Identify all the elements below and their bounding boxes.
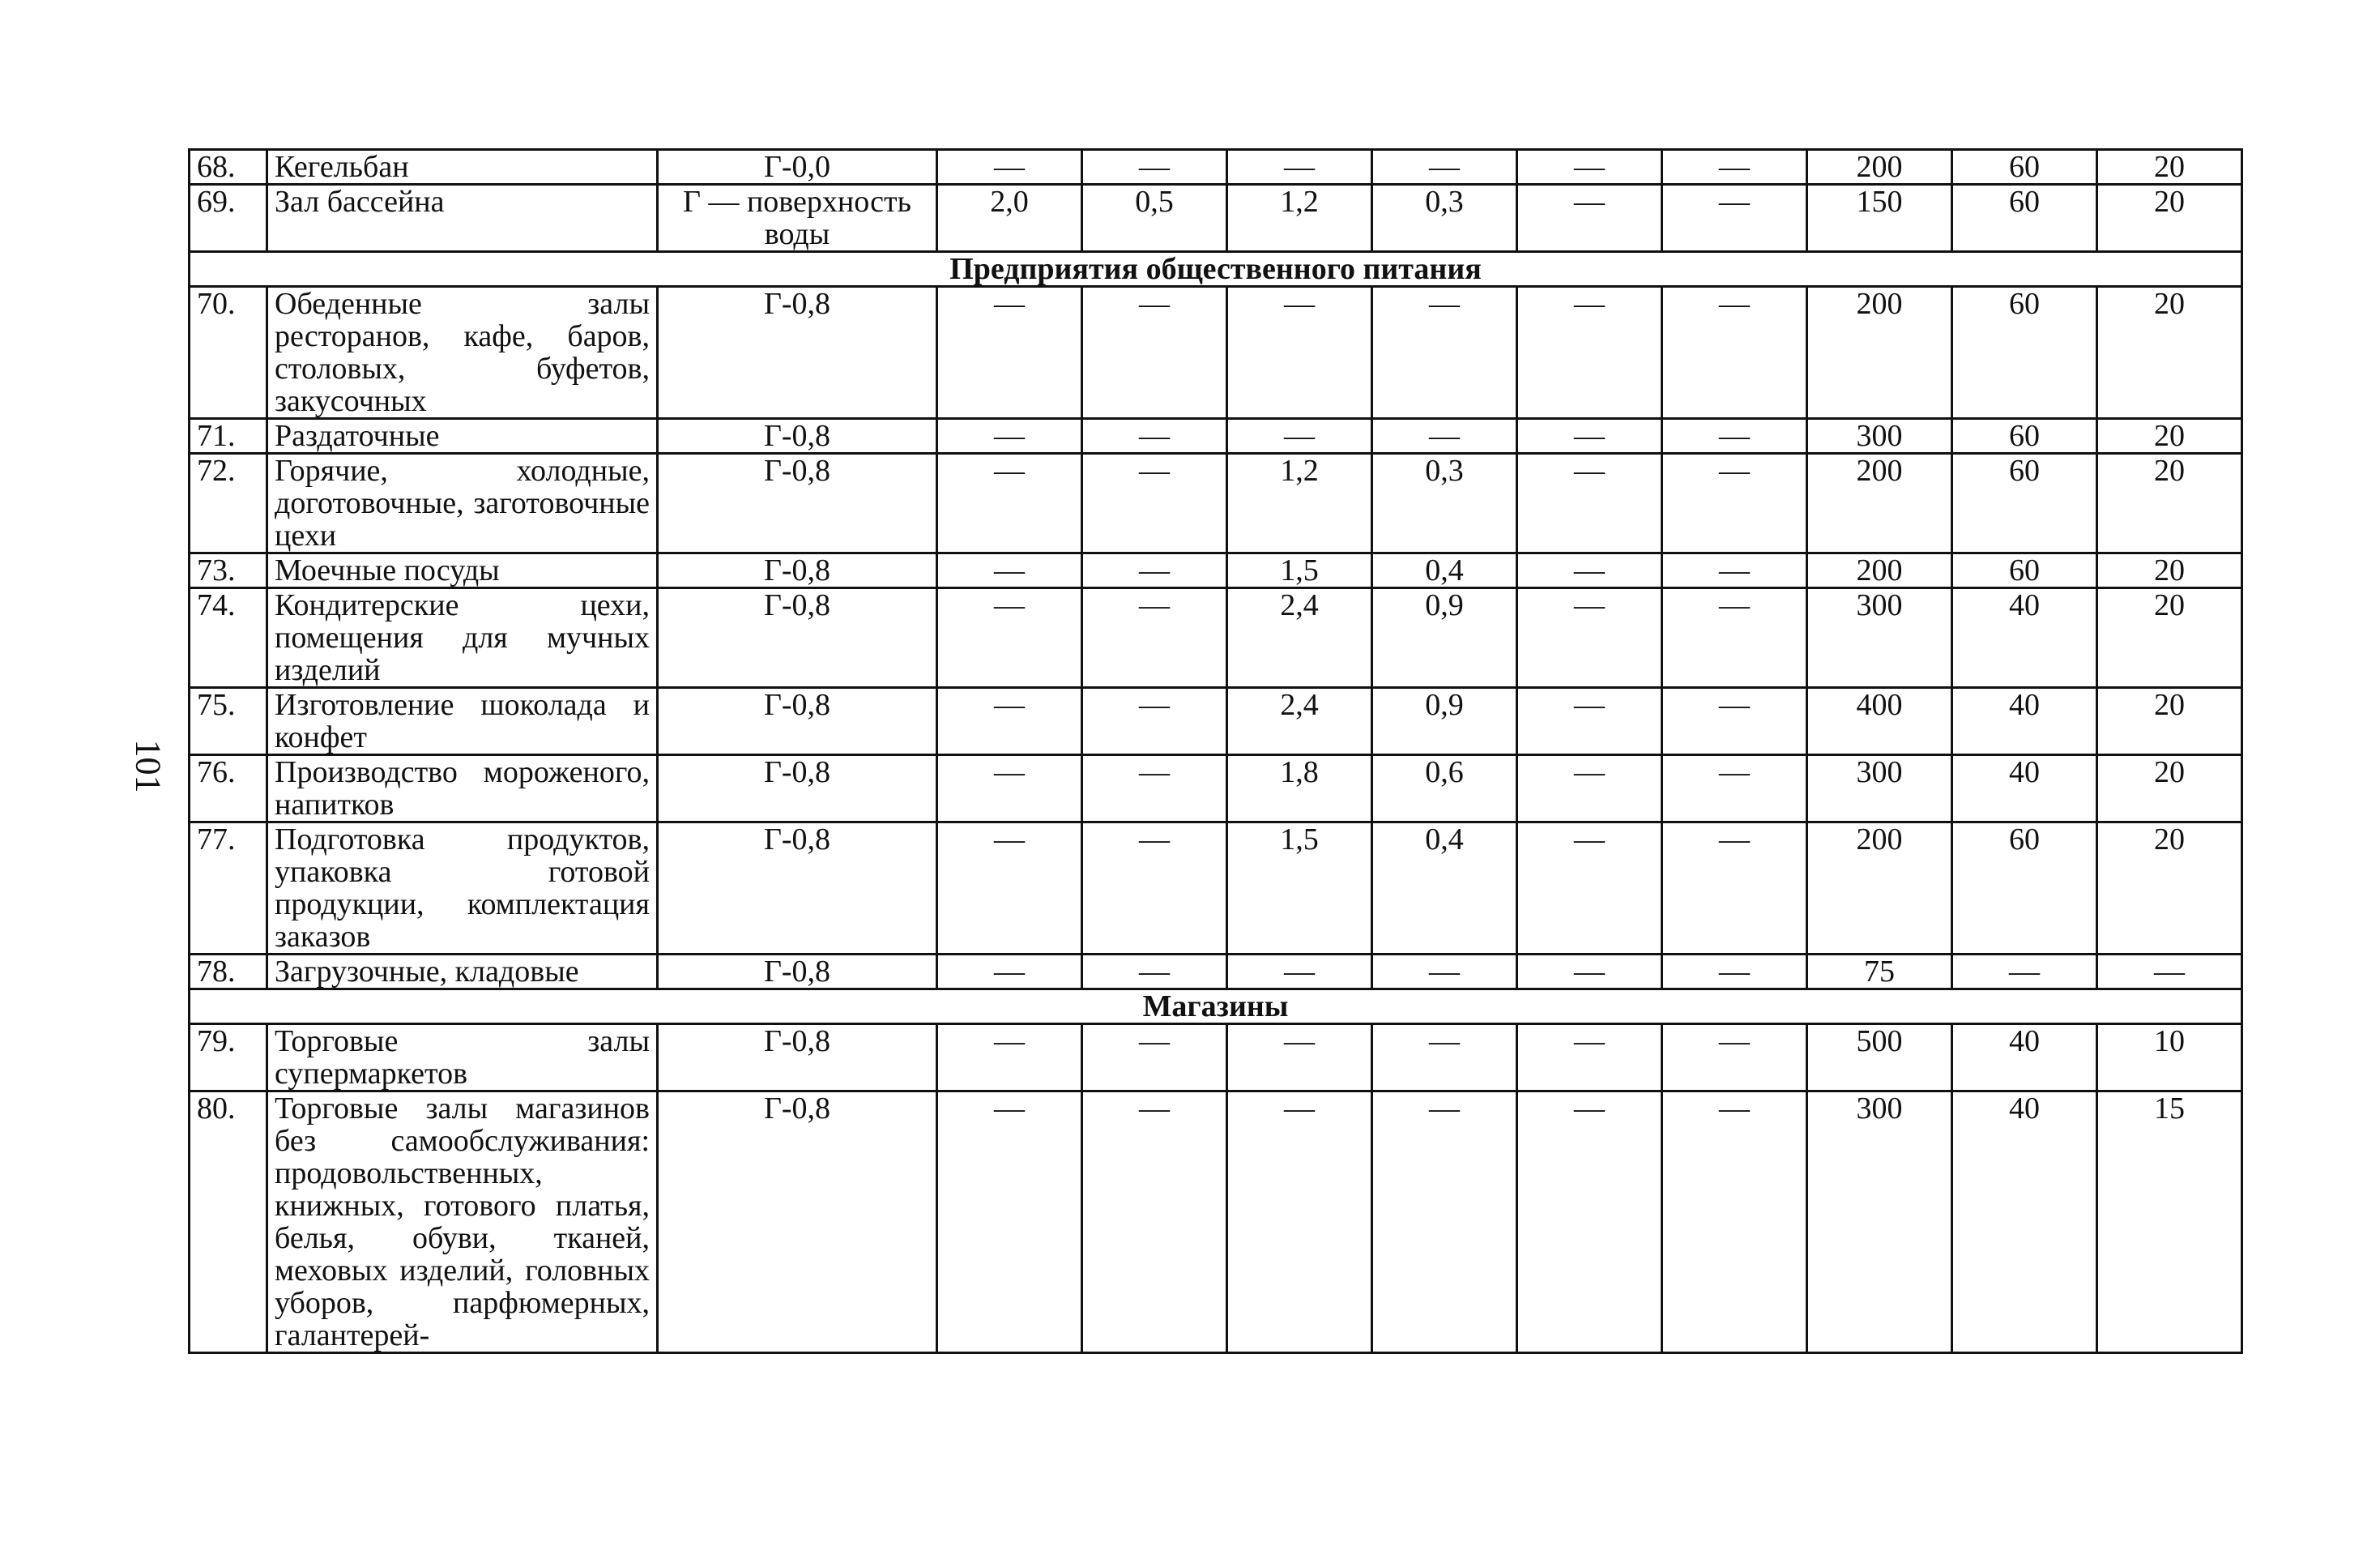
room-name: Кондитерские цехи, помещения для мучных изделий — [267, 588, 658, 688]
value-cell: — — [1227, 1024, 1372, 1091]
value-cell: — — [1662, 1091, 1807, 1353]
value-cell: — — [937, 588, 1082, 688]
value-cell: — — [1517, 185, 1662, 252]
row-number: 71. — [190, 419, 267, 454]
value-cell: 20 — [2097, 185, 2242, 252]
row-number: 68. — [190, 150, 267, 185]
value-cell: — — [937, 955, 1082, 989]
value-cell: 20 — [2097, 553, 2242, 588]
value-cell: 1,2 — [1227, 185, 1372, 252]
value-cell: — — [2097, 955, 2242, 989]
value-cell: 300 — [1807, 419, 1952, 454]
table-body — [190, 150, 2242, 1353]
value-cell: — — [1082, 755, 1227, 822]
value-cell: 150 — [1807, 185, 1952, 252]
value-cell: — — [1662, 688, 1807, 755]
value-cell: — — [937, 150, 1082, 185]
value-cell: — — [1082, 553, 1227, 588]
table-row — [190, 588, 2242, 688]
value-cell: 0,9 — [1372, 688, 1517, 755]
value-cell: 200 — [1807, 454, 1952, 553]
value-cell: 20 — [2097, 755, 2242, 822]
value-cell: 60 — [1952, 553, 2097, 588]
value-cell: 200 — [1807, 553, 1952, 588]
value-cell: — — [1227, 287, 1372, 419]
row-number: 78. — [190, 955, 267, 989]
table-row — [190, 150, 2242, 185]
value-cell: 40 — [1952, 1091, 2097, 1353]
value-cell: — — [1517, 287, 1662, 419]
value-cell: 0,4 — [1372, 553, 1517, 588]
room-name: Торговые залы магазинов без самообслуживания: продовольственных, книжных, готового платья, белья, обуви, тканей, меховых изделий, головных уборов, парфюмерных, галантерей- — [267, 1091, 658, 1353]
value-cell: 60 — [1952, 419, 2097, 454]
work-plane: Г-0,8 — [658, 755, 937, 822]
value-cell: — — [1082, 454, 1227, 553]
value-cell: 500 — [1807, 1024, 1952, 1091]
value-cell: — — [1662, 955, 1807, 989]
page-number: 101 — [128, 739, 168, 793]
value-cell: — — [1517, 150, 1662, 185]
value-cell: 20 — [2097, 688, 2242, 755]
value-cell: 300 — [1807, 588, 1952, 688]
work-plane: Г-0,8 — [658, 1024, 937, 1091]
value-cell: — — [1517, 553, 1662, 588]
value-cell: 0,9 — [1372, 588, 1517, 688]
norms-table — [188, 148, 2243, 1354]
value-cell: 60 — [1952, 150, 2097, 185]
value-cell: — — [1082, 419, 1227, 454]
value-cell: — — [1082, 588, 1227, 688]
work-plane: Г-0,8 — [658, 822, 937, 955]
value-cell: 60 — [1952, 822, 2097, 955]
section-title: Магазины — [190, 989, 2242, 1024]
table-row — [190, 955, 2242, 989]
value-cell: — — [1227, 419, 1372, 454]
value-cell: 200 — [1807, 287, 1952, 419]
value-cell: — — [1372, 150, 1517, 185]
table-row — [190, 1091, 2242, 1353]
section-header-row — [190, 252, 2242, 287]
value-cell: 1,5 — [1227, 553, 1372, 588]
value-cell: — — [1372, 955, 1517, 989]
row-number: 74. — [190, 588, 267, 688]
value-cell: — — [1662, 553, 1807, 588]
value-cell: — — [1517, 955, 1662, 989]
room-name: Производство мороженого, напитков — [267, 755, 658, 822]
room-name: Обеденные залы ресторанов, кафе, баров, столовых, буфетов, закусочных — [267, 287, 658, 419]
value-cell: 0,6 — [1372, 755, 1517, 822]
value-cell: 2,4 — [1227, 588, 1372, 688]
value-cell: — — [1662, 588, 1807, 688]
value-cell: — — [1227, 1091, 1372, 1353]
value-cell: 20 — [2097, 150, 2242, 185]
value-cell: — — [937, 1091, 1082, 1353]
value-cell: 0,4 — [1372, 822, 1517, 955]
value-cell: — — [1372, 287, 1517, 419]
value-cell: 200 — [1807, 150, 1952, 185]
room-name: Горячие, холодные, доготовочные, заготовочные цехи — [267, 454, 658, 553]
value-cell: — — [1662, 755, 1807, 822]
section-title: Предприятия общественного питания — [190, 252, 2242, 287]
value-cell: 1,5 — [1227, 822, 1372, 955]
row-number: 76. — [190, 755, 267, 822]
value-cell: — — [1517, 588, 1662, 688]
value-cell: — — [1227, 150, 1372, 185]
value-cell: 40 — [1952, 1024, 2097, 1091]
row-number: 80. — [190, 1091, 267, 1353]
work-plane: Г-0,0 — [658, 150, 937, 185]
value-cell: — — [1662, 822, 1807, 955]
row-number: 72. — [190, 454, 267, 553]
value-cell: — — [1517, 688, 1662, 755]
work-plane: Г-0,8 — [658, 688, 937, 755]
value-cell: — — [1372, 419, 1517, 454]
value-cell: — — [1082, 688, 1227, 755]
value-cell: 20 — [2097, 454, 2242, 553]
value-cell: 200 — [1807, 822, 1952, 955]
value-cell: — — [1082, 822, 1227, 955]
table-row — [190, 419, 2242, 454]
value-cell: — — [937, 755, 1082, 822]
room-name: Загрузочные, кладовые — [267, 955, 658, 989]
value-cell: — — [1517, 1024, 1662, 1091]
value-cell: 0,3 — [1372, 185, 1517, 252]
value-cell: — — [1082, 150, 1227, 185]
table-row — [190, 822, 2242, 955]
value-cell: — — [1082, 955, 1227, 989]
value-cell: — — [1372, 1024, 1517, 1091]
value-cell: 20 — [2097, 588, 2242, 688]
value-cell: — — [1517, 419, 1662, 454]
value-cell: — — [1227, 955, 1372, 989]
value-cell: 2,0 — [937, 185, 1082, 252]
room-name: Торговые залы супермаркетов — [267, 1024, 658, 1091]
value-cell: 60 — [1952, 287, 2097, 419]
value-cell: — — [937, 419, 1082, 454]
value-cell: 20 — [2097, 419, 2242, 454]
table-row — [190, 287, 2242, 419]
value-cell: 1,2 — [1227, 454, 1372, 553]
value-cell: 2,4 — [1227, 688, 1372, 755]
room-name: Кегельбан — [267, 150, 658, 185]
value-cell: 0,5 — [1082, 185, 1227, 252]
row-number: 73. — [190, 553, 267, 588]
value-cell: — — [1662, 454, 1807, 553]
value-cell: 60 — [1952, 454, 2097, 553]
value-cell: — — [937, 1024, 1082, 1091]
value-cell: — — [937, 454, 1082, 553]
work-plane: Г — поверхность воды — [658, 185, 937, 252]
room-name: Зал бассейна — [267, 185, 658, 252]
work-plane: Г-0,8 — [658, 955, 937, 989]
value-cell: 40 — [1952, 688, 2097, 755]
row-number: 77. — [190, 822, 267, 955]
value-cell: 300 — [1807, 755, 1952, 822]
room-name: Раздаточные — [267, 419, 658, 454]
work-plane: Г-0,8 — [658, 553, 937, 588]
row-number: 70. — [190, 287, 267, 419]
value-cell: 40 — [1952, 588, 2097, 688]
work-plane: Г-0,8 — [658, 419, 937, 454]
row-number: 75. — [190, 688, 267, 755]
value-cell: 75 — [1807, 955, 1952, 989]
value-cell: 15 — [2097, 1091, 2242, 1353]
value-cell: — — [1517, 1091, 1662, 1353]
value-cell: — — [937, 287, 1082, 419]
table-row — [190, 1024, 2242, 1091]
room-name: Подготовка продуктов, упаковка готовой продукции, комплектация заказов — [267, 822, 658, 955]
value-cell: — — [1662, 419, 1807, 454]
value-cell: — — [1662, 185, 1807, 252]
value-cell: — — [937, 553, 1082, 588]
value-cell: 1,8 — [1227, 755, 1372, 822]
work-plane: Г-0,8 — [658, 454, 937, 553]
value-cell: — — [937, 822, 1082, 955]
row-number: 79. — [190, 1024, 267, 1091]
value-cell: 400 — [1807, 688, 1952, 755]
table-row — [190, 454, 2242, 553]
value-cell: — — [1082, 287, 1227, 419]
value-cell: 0,3 — [1372, 454, 1517, 553]
section-header-row — [190, 989, 2242, 1024]
row-number: 69. — [190, 185, 267, 252]
value-cell: — — [1662, 1024, 1807, 1091]
work-plane: Г-0,8 — [658, 287, 937, 419]
value-cell: — — [1517, 755, 1662, 822]
room-name: Изготовление шоколада и конфет — [267, 688, 658, 755]
value-cell: — — [937, 688, 1082, 755]
value-cell: — — [1517, 822, 1662, 955]
table-row — [190, 688, 2242, 755]
value-cell: — — [1662, 287, 1807, 419]
room-name: Моечные посуды — [267, 553, 658, 588]
value-cell: 300 — [1807, 1091, 1952, 1353]
work-plane: Г-0,8 — [658, 588, 937, 688]
value-cell: — — [1372, 1091, 1517, 1353]
value-cell: 10 — [2097, 1024, 2242, 1091]
value-cell: 20 — [2097, 822, 2242, 955]
value-cell: 60 — [1952, 185, 2097, 252]
table-row — [190, 553, 2242, 588]
value-cell: — — [1952, 955, 2097, 989]
value-cell: — — [1082, 1091, 1227, 1353]
table-row — [190, 755, 2242, 822]
value-cell: 20 — [2097, 287, 2242, 419]
value-cell: — — [1082, 1024, 1227, 1091]
table-row — [190, 185, 2242, 252]
value-cell: — — [1662, 150, 1807, 185]
value-cell: — — [1517, 454, 1662, 553]
work-plane: Г-0,8 — [658, 1091, 937, 1353]
value-cell: 40 — [1952, 755, 2097, 822]
